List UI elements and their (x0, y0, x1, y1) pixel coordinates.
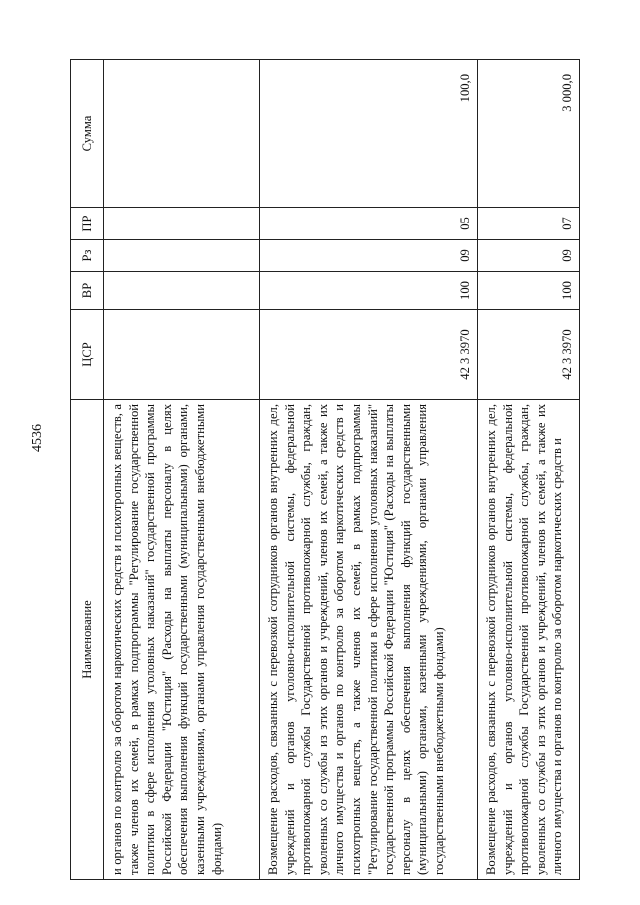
row-pr: 07 (478, 208, 580, 240)
row-rz: 09 (478, 240, 580, 272)
row-vr: 100 (260, 272, 478, 310)
row-name: Возмещение расходов, связанных с перевозкой сотрудников органов внутренних дел, учреждений и органов уголовно-исполнительной системы, федеральной противопожарной службы Государственной противопожарной службы, граждан, уволенных со службы из этих органов и учреждений, членов их семей, а также их личного имущества и органов по контролю за оборотом наркотических средств и психотропных веществ, а также членов их семей, в рамках подпрограммы "Регулирование государственной политики в сфере исполнения уголовных наказаний" государственной программы Российской Федерации "Юстиция" (Расходы на выплаты персоналу в целях обеспечения выполнения функций государственными (муниципальными) органами, казенными учреждениями, органами управления государственными внебюджетными фондами) (260, 400, 478, 880)
row-name: и органов по контролю за оборотом наркотических средств и психотропных веществ, а также членов их семей, в рамках подпрограммы "Регулирование государственной политики в сфере исполнения уголовных наказаний" государственной программы Российской Федерации "Юстиция" (Расходы на выплаты персоналу в целях обеспечения выполнения функций государственными (муниципальными) органами, казенными учреждениями, органами управления государственными внебюджетными фондами) (104, 400, 260, 880)
row-sum: 100,0 (260, 60, 478, 208)
row-pr: 05 (260, 208, 478, 240)
row-csr: 42 3 3970 (260, 310, 478, 400)
row-sum: 3 000,0 (478, 60, 580, 208)
header-sum: Сумма (71, 60, 104, 208)
table-row (478, 60, 580, 880)
row-csr: 42 3 3970 (478, 310, 580, 400)
row-csr (104, 310, 260, 400)
table-header-row (71, 60, 104, 880)
table-row (104, 60, 260, 880)
row-name: Возмещение расходов, связанных с перевозкой сотрудников органов внутренних дел, учреждений и органов уголовно-исполнительной системы, федеральной противопожарной службы Государственной противопожарной службы, граждан, уволенных со службы из этих органов и учреждений, членов их семей, а также их личного имущества и органов по контролю за оборотом наркотических средств и (478, 400, 580, 880)
row-vr: 100 (478, 272, 580, 310)
header-csr: ЦСР (71, 310, 104, 400)
header-name: Наименование (71, 400, 104, 880)
header-rz: Рз (71, 240, 104, 272)
row-pr (104, 208, 260, 240)
header-vr: ВР (71, 272, 104, 310)
table-row (260, 60, 478, 880)
row-rz: 09 (260, 240, 478, 272)
rotated-page-content (70, 60, 580, 880)
header-pr: ПР (71, 208, 104, 240)
row-rz (104, 240, 260, 272)
row-vr (104, 272, 260, 310)
budget-table (70, 59, 580, 880)
page-number: 4536 (30, 424, 45, 452)
row-sum (104, 60, 260, 208)
